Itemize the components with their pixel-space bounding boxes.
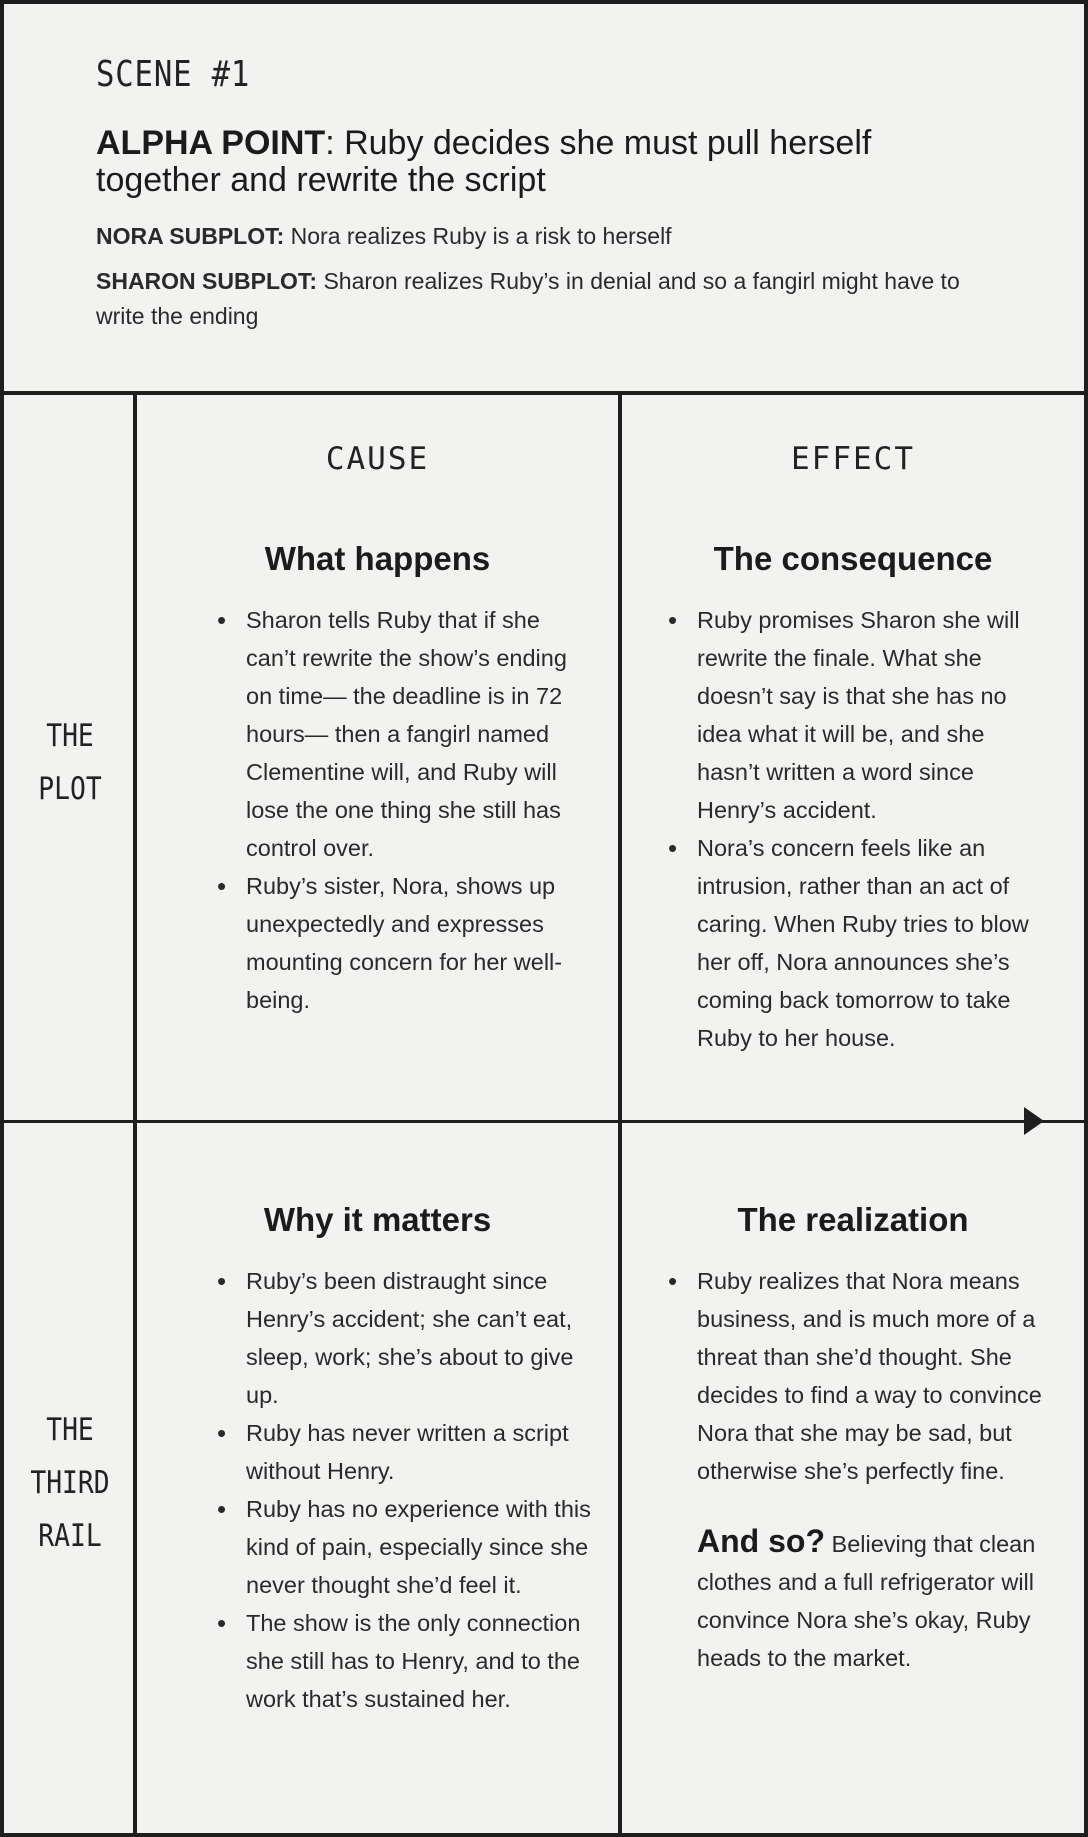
scene-header [4, 4, 1084, 392]
alpha-point-label: ALPHA POINT [96, 124, 326, 162]
and-so-paragraph [697, 1522, 1053, 1677]
rail-effect-list [675, 1262, 1051, 1490]
list-item: • Ruby promises Sharon she will rewrite the finale. What she doesn’t say is that she has no idea what it will be, and she hasn’t written a word since Henry’s accident. [675, 601, 1051, 829]
and-so-label: And so? [697, 1523, 825, 1559]
rail-effect-title: The realization [737, 1201, 969, 1238]
list-item: • Nora’s concern feels like an intrusion, rather than an act of caring. When Ruby tries to blow her off, Nora announces she’s coming back tomorrow to take Ruby to her house. [675, 829, 1051, 1057]
sharon-subplot-label: SHARON SUBPLOT: [96, 268, 318, 294]
alpha-point-text: : Ruby decides she must pull herself together and rewrite the script [96, 124, 872, 199]
label-column-divider [133, 395, 137, 1833]
nora-subplot-text: Nora realizes Ruby is a risk to herself [284, 223, 672, 249]
list-item: • Sharon tells Ruby that if she can’t rewrite the show’s ending on time— the deadline is in 72 hours— then a fangirl named Clementine will, and Ruby will lose the one thing she still has control over. [224, 601, 594, 867]
nora-subplot [96, 219, 994, 254]
column-head-cause: CAUSE [325, 441, 430, 477]
arrow-right-icon [1024, 1107, 1062, 1135]
scene-title: SCENE #1 [96, 54, 251, 95]
row-label-third-rail [14, 1404, 126, 1563]
row-label-third-rail-line-3: RAIL [38, 1518, 102, 1554]
row-label-plot-line-1: THE [46, 718, 94, 754]
sharon-subplot-text: Sharon realizes Ruby’s in denial and so a fangirl might have to write the ending [96, 268, 960, 329]
plot-cause-title: What happens [264, 540, 491, 577]
nora-subplot-label: NORA SUBPLOT: [96, 223, 285, 249]
row-label-plot [14, 710, 126, 816]
plot-effect-title: The consequence [713, 540, 993, 577]
rail-cause-title: Why it matters [263, 1201, 492, 1238]
row-label-plot-line-2: PLOT [38, 771, 102, 807]
alpha-point [96, 125, 994, 199]
row-label-third-rail-line-2: THIRD [30, 1465, 110, 1501]
list-item: • Ruby has no experience with this kind of pain, especially since she never thought she’d feel it. [224, 1490, 594, 1604]
row-divider [4, 1120, 1084, 1123]
list-item: • Ruby realizes that Nora means business, and is much more of a threat than she’d thought. She decides to find a way to convince Nora that she may be sad, but otherwise she’s perfectly fine. [675, 1262, 1051, 1490]
row-label-third-rail-line-1: THE [46, 1412, 94, 1448]
list-item: • Ruby’s sister, Nora, shows up unexpectedly and expresses mounting concern for her well-being. [224, 867, 594, 1019]
header-divider [4, 391, 1084, 395]
column-head-effect: EFFECT [791, 441, 915, 477]
list-item: • The show is the only connection she still has to Henry, and to the work that’s sustained her. [224, 1604, 594, 1718]
list-item: • Ruby’s been distraught since Henry’s accident; she can’t eat, sleep, work; she’s about to give up. [224, 1262, 594, 1414]
plot-effect-list [675, 601, 1051, 1057]
and-so-text: Believing that clean clothes and a full refrigerator will convince Nora she’s okay, Ruby heads to the market. [697, 1531, 1036, 1671]
list-item: • Ruby has never written a script without Henry. [224, 1414, 594, 1490]
rail-cause-list [224, 1262, 594, 1718]
sharon-subplot [96, 264, 994, 334]
plot-cause-list [224, 601, 594, 1019]
cause-effect-divider [618, 395, 622, 1833]
